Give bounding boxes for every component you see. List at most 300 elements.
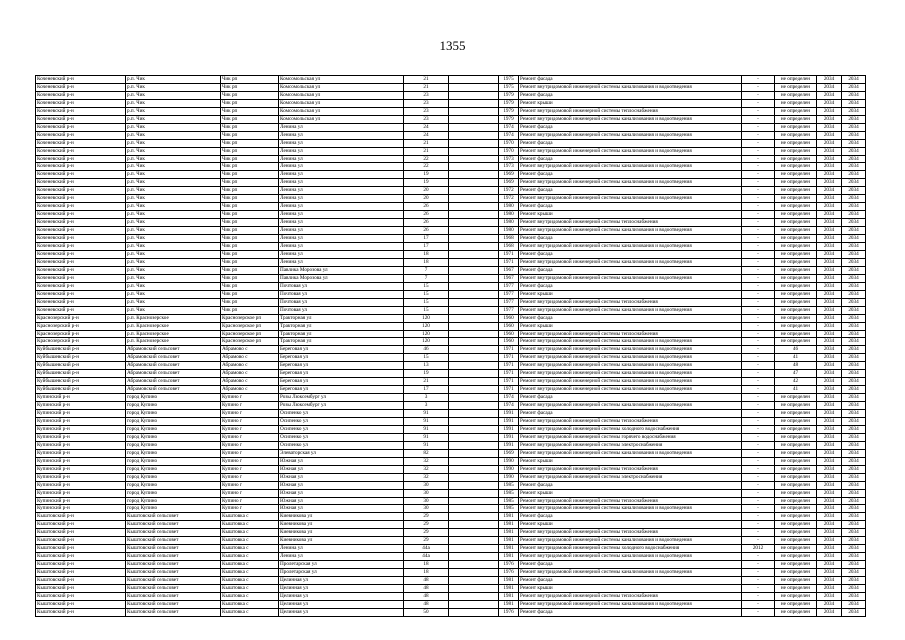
- table-row: [36, 553, 866, 561]
- table-row: [36, 227, 866, 235]
- cell-settlement: р.п. Чик: [126, 99, 221, 107]
- cell-locality: Кыштовка с: [221, 569, 279, 577]
- cell-area: не определен: [775, 187, 817, 195]
- table-row: [36, 417, 866, 425]
- table-row: [36, 346, 866, 354]
- cell-settlement: р.п. Чик: [126, 195, 221, 203]
- cell-plan-end-year: 2034: [842, 195, 866, 203]
- cell-plan-end-year: 2034: [842, 545, 866, 553]
- table-row: [36, 179, 866, 187]
- cell-settlement: город Купино: [126, 394, 221, 402]
- cell-locality: Кыштовка с: [221, 577, 279, 585]
- cell-year-built: 1980: [499, 227, 519, 235]
- cell-house-number: 120: [404, 314, 449, 322]
- cell-house-number: 18: [404, 258, 449, 266]
- cell-last-repair-year: -: [742, 346, 775, 354]
- cell-work-type: Ремонт внутридомовой инженерной системы теплоснабжения: [519, 298, 742, 306]
- cell-year-built: 1981: [499, 585, 519, 593]
- cell-year-built: 1980: [499, 219, 519, 227]
- cell-district: Коченевский р-н: [36, 147, 126, 155]
- cell-last-repair-year: -: [742, 529, 775, 537]
- cell-house-number: 21: [404, 139, 449, 147]
- cell-area: не определен: [775, 513, 817, 521]
- cell-locality: Купино г: [221, 481, 279, 489]
- cell-work-type: Ремонт внутридомовой инженерной системы теплоснабжения: [519, 592, 742, 600]
- cell-district: Куйбышевский р-н: [36, 362, 126, 370]
- cell-street: Южная ул: [279, 481, 404, 489]
- cell-street: Осипенко ул: [279, 425, 404, 433]
- cell-area: не определен: [775, 592, 817, 600]
- cell-locality: Чик рп: [221, 290, 279, 298]
- cell-plan-end-year: 2034: [842, 600, 866, 608]
- cell-area: не определен: [775, 171, 817, 179]
- cell-street: Южная ул: [279, 457, 404, 465]
- cell-settlement: р.п. Чик: [126, 131, 221, 139]
- cell-plan-start-year: 2034: [817, 99, 842, 107]
- cell-settlement: р.п. Чик: [126, 243, 221, 251]
- cell-plan-start-year: 2034: [817, 227, 842, 235]
- cell-area: не определен: [775, 489, 817, 497]
- cell-locality: Чик рп: [221, 147, 279, 155]
- cell-year-built: 1977: [499, 282, 519, 290]
- cell-district: Купинский р-н: [36, 505, 126, 513]
- cell-building: [449, 417, 499, 425]
- cell-work-type: Ремонт фасада: [519, 282, 742, 290]
- cell-street: Южная ул: [279, 489, 404, 497]
- cell-work-type: Ремонт крыши: [519, 489, 742, 497]
- cell-plan-start-year: 2034: [817, 489, 842, 497]
- cell-plan-end-year: 2034: [842, 417, 866, 425]
- cell-area: не определен: [775, 577, 817, 585]
- cell-building: [449, 179, 499, 187]
- table-row: [36, 219, 866, 227]
- cell-work-type: Ремонт внутридомовой инженерной системы канализования и водоотведения: [519, 370, 742, 378]
- cell-street: Комсомольская ул: [279, 99, 404, 107]
- cell-settlement: р.п. Чик: [126, 203, 221, 211]
- cell-settlement: р.п. Чик: [126, 115, 221, 123]
- cell-work-type: Ремонт крыши: [519, 99, 742, 107]
- cell-year-built: 1981: [499, 577, 519, 585]
- cell-settlement: р.п. Чик: [126, 123, 221, 131]
- cell-district: Коченевский р-н: [36, 250, 126, 258]
- cell-plan-start-year: 2034: [817, 298, 842, 306]
- cell-house-number: 32: [404, 465, 449, 473]
- cell-last-repair-year: -: [742, 425, 775, 433]
- cell-area: не определен: [775, 266, 817, 274]
- cell-plan-start-year: 2034: [817, 553, 842, 561]
- cell-work-type: Ремонт крыши: [519, 322, 742, 330]
- cell-last-repair-year: -: [742, 473, 775, 481]
- cell-locality: Чик рп: [221, 179, 279, 187]
- cell-plan-start-year: 2034: [817, 314, 842, 322]
- cell-work-type: Ремонт фасада: [519, 91, 742, 99]
- cell-settlement: Кыштовский сельсовет: [126, 592, 221, 600]
- cell-plan-end-year: 2034: [842, 433, 866, 441]
- cell-house-number: 30: [404, 481, 449, 489]
- table-row: [36, 497, 866, 505]
- cell-house-number: 18: [404, 250, 449, 258]
- cell-house-number: 26: [404, 227, 449, 235]
- cell-street: Южная ул: [279, 465, 404, 473]
- cell-settlement: город Купино: [126, 410, 221, 418]
- cell-district: Коченевский р-н: [36, 243, 126, 251]
- cell-last-repair-year: -: [742, 433, 775, 441]
- cell-year-built: 1960: [499, 314, 519, 322]
- cell-house-number: 15: [404, 282, 449, 290]
- cell-settlement: Кыштовский сельсовет: [126, 585, 221, 593]
- cell-building: [449, 489, 499, 497]
- cell-street: Комсомольская ул: [279, 91, 404, 99]
- cell-year-built: 1981: [499, 529, 519, 537]
- cell-area: не определен: [775, 258, 817, 266]
- cell-plan-end-year: 2034: [842, 227, 866, 235]
- cell-last-repair-year: -: [742, 171, 775, 179]
- cell-street: Ленина ул: [279, 147, 404, 155]
- cell-house-number: 18: [404, 569, 449, 577]
- table-row: [36, 354, 866, 362]
- cell-last-repair-year: -: [742, 378, 775, 386]
- cell-plan-start-year: 2034: [817, 370, 842, 378]
- cell-work-type: Ремонт внутридомовой инженерной системы канализования и водоотведения: [519, 243, 742, 251]
- table-row: [36, 76, 866, 84]
- cell-year-built: 1973: [499, 163, 519, 171]
- cell-house-number: 22: [404, 163, 449, 171]
- cell-plan-end-year: 2034: [842, 497, 866, 505]
- cell-year-built: 1972: [499, 195, 519, 203]
- cell-locality: Чик рп: [221, 282, 279, 290]
- cell-locality: Кыштовка с: [221, 600, 279, 608]
- cell-plan-start-year: 2034: [817, 569, 842, 577]
- cell-house-number: 3: [404, 394, 449, 402]
- cell-street: Южная ул: [279, 505, 404, 513]
- cell-area: не определен: [775, 274, 817, 282]
- cell-settlement: Кыштовский сельсовет: [126, 608, 221, 616]
- cell-year-built: 1970: [499, 147, 519, 155]
- cell-area: не определен: [775, 394, 817, 402]
- cell-locality: Краснозерское рп: [221, 314, 279, 322]
- cell-year-built: 1967: [499, 266, 519, 274]
- cell-area: не определен: [775, 243, 817, 251]
- cell-building: [449, 354, 499, 362]
- cell-locality: Купино г: [221, 433, 279, 441]
- cell-year-built: 1971: [499, 370, 519, 378]
- cell-locality: Абрамово с: [221, 370, 279, 378]
- table-row: [36, 545, 866, 553]
- cell-work-type: Ремонт внутридомовой инженерной системы канализования и водоотведения: [519, 569, 742, 577]
- cell-plan-end-year: 2034: [842, 203, 866, 211]
- cell-plan-start-year: 2034: [817, 338, 842, 346]
- cell-work-type: Ремонт внутридомовой инженерной системы канализования и водоотведения: [519, 163, 742, 171]
- cell-last-repair-year: -: [742, 243, 775, 251]
- cell-work-type: Ремонт фасада: [519, 577, 742, 585]
- cell-last-repair-year: -: [742, 577, 775, 585]
- cell-district: Кыштовский р-н: [36, 585, 126, 593]
- cell-area: не определен: [775, 107, 817, 115]
- cell-house-number: 15: [404, 306, 449, 314]
- cell-year-built: 1979: [499, 115, 519, 123]
- table-row: [36, 282, 866, 290]
- cell-locality: Чик рп: [221, 227, 279, 235]
- cell-work-type: Ремонт фасада: [519, 608, 742, 616]
- cell-district: Коченевский р-н: [36, 179, 126, 187]
- cell-area: не определен: [775, 179, 817, 187]
- cell-work-type: Ремонт внутридомовой инженерной системы канализования и водоотведения: [519, 354, 742, 362]
- cell-locality: Купино г: [221, 441, 279, 449]
- cell-house-number: 30: [404, 497, 449, 505]
- cell-work-type: Ремонт фасада: [519, 266, 742, 274]
- cell-street: Павлика Морозова ул: [279, 274, 404, 282]
- cell-house-number: 44а: [404, 545, 449, 553]
- cell-plan-end-year: 2034: [842, 441, 866, 449]
- cell-locality: Чик рп: [221, 235, 279, 243]
- cell-plan-start-year: 2034: [817, 608, 842, 616]
- cell-year-built: 1971: [499, 250, 519, 258]
- cell-district: Коченевский р-н: [36, 131, 126, 139]
- cell-building: [449, 362, 499, 370]
- cell-work-type: Ремонт внутридомовой инженерной системы канализования и водоотведения: [519, 378, 742, 386]
- cell-plan-start-year: 2034: [817, 250, 842, 258]
- cell-settlement: город Купино: [126, 457, 221, 465]
- table-row: [36, 171, 866, 179]
- cell-street: Ленина ул: [279, 203, 404, 211]
- cell-work-type: Ремонт фасада: [519, 394, 742, 402]
- table-row: [36, 235, 866, 243]
- table-row: [36, 163, 866, 171]
- cell-plan-end-year: 2034: [842, 243, 866, 251]
- cell-work-type: Ремонт внутридомовой инженерной системы электроснабжения: [519, 441, 742, 449]
- cell-last-repair-year: -: [742, 362, 775, 370]
- cell-work-type: Ремонт внутридомовой инженерной системы теплоснабжения: [519, 219, 742, 227]
- cell-plan-end-year: 2034: [842, 608, 866, 616]
- cell-house-number: 120: [404, 338, 449, 346]
- cell-plan-end-year: 2034: [842, 123, 866, 131]
- cell-year-built: 1981: [499, 537, 519, 545]
- cell-locality: Краснозерское рп: [221, 330, 279, 338]
- cell-house-number: 32: [404, 457, 449, 465]
- cell-last-repair-year: -: [742, 600, 775, 608]
- cell-year-built: 1991: [499, 417, 519, 425]
- cell-area: 41: [775, 386, 817, 394]
- cell-building: [449, 115, 499, 123]
- cell-street: Ленина ул: [279, 545, 404, 553]
- cell-year-built: 1960: [499, 338, 519, 346]
- cell-settlement: р.п. Чик: [126, 163, 221, 171]
- table-row: [36, 107, 866, 115]
- cell-house-number: 120: [404, 330, 449, 338]
- cell-locality: Кыштовка с: [221, 545, 279, 553]
- cell-house-number: 7: [404, 274, 449, 282]
- cell-last-repair-year: -: [742, 155, 775, 163]
- cell-area: не определен: [775, 457, 817, 465]
- cell-district: Коченевский р-н: [36, 115, 126, 123]
- cell-plan-start-year: 2034: [817, 402, 842, 410]
- cell-plan-end-year: 2034: [842, 449, 866, 457]
- cell-plan-end-year: 2034: [842, 147, 866, 155]
- cell-street: Ленина ул: [279, 258, 404, 266]
- cell-last-repair-year: -: [742, 569, 775, 577]
- cell-work-type: Ремонт фасада: [519, 139, 742, 147]
- cell-year-built: 1976: [499, 608, 519, 616]
- cell-district: Коченевский р-н: [36, 306, 126, 314]
- cell-plan-end-year: 2034: [842, 250, 866, 258]
- cell-locality: Чик рп: [221, 99, 279, 107]
- cell-plan-end-year: 2034: [842, 465, 866, 473]
- cell-street: Комсомольская ул: [279, 115, 404, 123]
- cell-settlement: город Купино: [126, 505, 221, 513]
- cell-work-type: Ремонт внутридомовой инженерной системы канализования и водоотведения: [519, 537, 742, 545]
- cell-building: [449, 513, 499, 521]
- cell-settlement: город Купино: [126, 402, 221, 410]
- cell-street: Ленина ул: [279, 187, 404, 195]
- cell-plan-end-year: 2034: [842, 235, 866, 243]
- cell-house-number: 26: [404, 219, 449, 227]
- cell-area: не определен: [775, 298, 817, 306]
- cell-settlement: р.п. Чик: [126, 155, 221, 163]
- cell-work-type: Ремонт фасада: [519, 76, 742, 84]
- cell-building: [449, 521, 499, 529]
- table-row: [36, 370, 866, 378]
- cell-district: Купинский р-н: [36, 473, 126, 481]
- cell-settlement: Кыштовский сельсовет: [126, 529, 221, 537]
- cell-last-repair-year: -: [742, 585, 775, 593]
- cell-house-number: 91: [404, 433, 449, 441]
- cell-plan-start-year: 2034: [817, 322, 842, 330]
- cell-year-built: 1971: [499, 346, 519, 354]
- cell-work-type: Ремонт фасада: [519, 314, 742, 322]
- cell-locality: Абрамово с: [221, 362, 279, 370]
- cell-last-repair-year: -: [742, 521, 775, 529]
- cell-street: Павлика Морозова ул: [279, 266, 404, 274]
- cell-building: [449, 537, 499, 545]
- cell-year-built: 1975: [499, 83, 519, 91]
- cell-locality: Чик рп: [221, 274, 279, 282]
- cell-plan-end-year: 2034: [842, 155, 866, 163]
- cell-last-repair-year: -: [742, 298, 775, 306]
- cell-area: не определен: [775, 505, 817, 513]
- cell-house-number: 26: [404, 211, 449, 219]
- cell-district: Кыштовский р-н: [36, 553, 126, 561]
- cell-plan-end-year: 2034: [842, 394, 866, 402]
- cell-locality: Купино г: [221, 417, 279, 425]
- cell-area: не определен: [775, 195, 817, 203]
- table-row: [36, 258, 866, 266]
- cell-last-repair-year: -: [742, 123, 775, 131]
- table-row: [36, 577, 866, 585]
- cell-last-repair-year: -: [742, 410, 775, 418]
- cell-street: Целинная ул: [279, 600, 404, 608]
- cell-area: не определен: [775, 449, 817, 457]
- cell-street: Ленина ул: [279, 139, 404, 147]
- table-row: [36, 274, 866, 282]
- cell-plan-start-year: 2034: [817, 83, 842, 91]
- cell-settlement: р.п. Краснозерское: [126, 314, 221, 322]
- cell-work-type: Ремонт внутридомовой инженерной системы канализования и водоотведения: [519, 600, 742, 608]
- cell-work-type: Ремонт внутридомовой инженерной системы канализования и водоотведения: [519, 386, 742, 394]
- cell-plan-end-year: 2034: [842, 83, 866, 91]
- cell-street: Ленина ул: [279, 123, 404, 131]
- cell-last-repair-year: -: [742, 91, 775, 99]
- page-number: 1355: [439, 38, 466, 53]
- table-row: [36, 569, 866, 577]
- cell-building: [449, 187, 499, 195]
- table-row: [36, 314, 866, 322]
- cell-area: не определен: [775, 410, 817, 418]
- cell-district: Коченевский р-н: [36, 258, 126, 266]
- cell-plan-end-year: 2034: [842, 330, 866, 338]
- cell-work-type: Ремонт фасада: [519, 481, 742, 489]
- cell-district: Куйбышевский р-н: [36, 354, 126, 362]
- table-row: [36, 83, 866, 91]
- table-row: [36, 266, 866, 274]
- cell-plan-end-year: 2034: [842, 107, 866, 115]
- cell-plan-start-year: 2034: [817, 529, 842, 537]
- cell-work-type: Ремонт внутридомовой инженерной системы канализования и водоотведения: [519, 274, 742, 282]
- cell-district: Коченевский р-н: [36, 171, 126, 179]
- table-row: [36, 91, 866, 99]
- cell-area: не определен: [775, 139, 817, 147]
- cell-district: Краснозерский р-н: [36, 314, 126, 322]
- cell-last-repair-year: -: [742, 219, 775, 227]
- cell-plan-end-year: 2034: [842, 266, 866, 274]
- cell-district: Кыштовский р-н: [36, 521, 126, 529]
- cell-last-repair-year: -: [742, 497, 775, 505]
- cell-year-built: 1990: [499, 465, 519, 473]
- cell-year-built: 1985: [499, 505, 519, 513]
- cell-work-type: Ремонт фасада: [519, 235, 742, 243]
- cell-last-repair-year: -: [742, 354, 775, 362]
- cell-last-repair-year: -: [742, 513, 775, 521]
- cell-plan-end-year: 2034: [842, 171, 866, 179]
- cell-house-number: 21: [404, 83, 449, 91]
- cell-settlement: р.п. Краснозерское: [126, 338, 221, 346]
- cell-last-repair-year: -: [742, 147, 775, 155]
- cell-district: Коченевский р-н: [36, 298, 126, 306]
- cell-street: Комсомольская ул: [279, 107, 404, 115]
- cell-year-built: 1975: [499, 76, 519, 84]
- cell-year-built: 1977: [499, 306, 519, 314]
- cell-area: не определен: [775, 282, 817, 290]
- cell-year-built: 1979: [499, 99, 519, 107]
- table-row: [36, 131, 866, 139]
- cell-district: Кыштовский р-н: [36, 569, 126, 577]
- cell-settlement: город Купино: [126, 441, 221, 449]
- cell-last-repair-year: -: [742, 465, 775, 473]
- cell-house-number: 30: [404, 505, 449, 513]
- table-row: [36, 362, 866, 370]
- cell-district: Коченевский р-н: [36, 91, 126, 99]
- cell-year-built: 1971: [499, 362, 519, 370]
- cell-street: Осипенко ул: [279, 433, 404, 441]
- cell-building: [449, 433, 499, 441]
- cell-building: [449, 282, 499, 290]
- cell-house-number: 17: [404, 235, 449, 243]
- cell-building: [449, 529, 499, 537]
- cell-district: Коченевский р-н: [36, 139, 126, 147]
- cell-area: не определен: [775, 211, 817, 219]
- cell-street: Розы Люксембург ул: [279, 394, 404, 402]
- cell-building: [449, 545, 499, 553]
- cell-settlement: р.п. Чик: [126, 187, 221, 195]
- cell-settlement: р.п. Чик: [126, 274, 221, 282]
- cell-building: [449, 131, 499, 139]
- cell-year-built: 1972: [499, 187, 519, 195]
- table-row: [36, 513, 866, 521]
- cell-year-built: 1960: [499, 330, 519, 338]
- cell-last-repair-year: -: [742, 250, 775, 258]
- cell-plan-end-year: 2034: [842, 513, 866, 521]
- cell-house-number: 21: [404, 378, 449, 386]
- cell-plan-end-year: 2034: [842, 505, 866, 513]
